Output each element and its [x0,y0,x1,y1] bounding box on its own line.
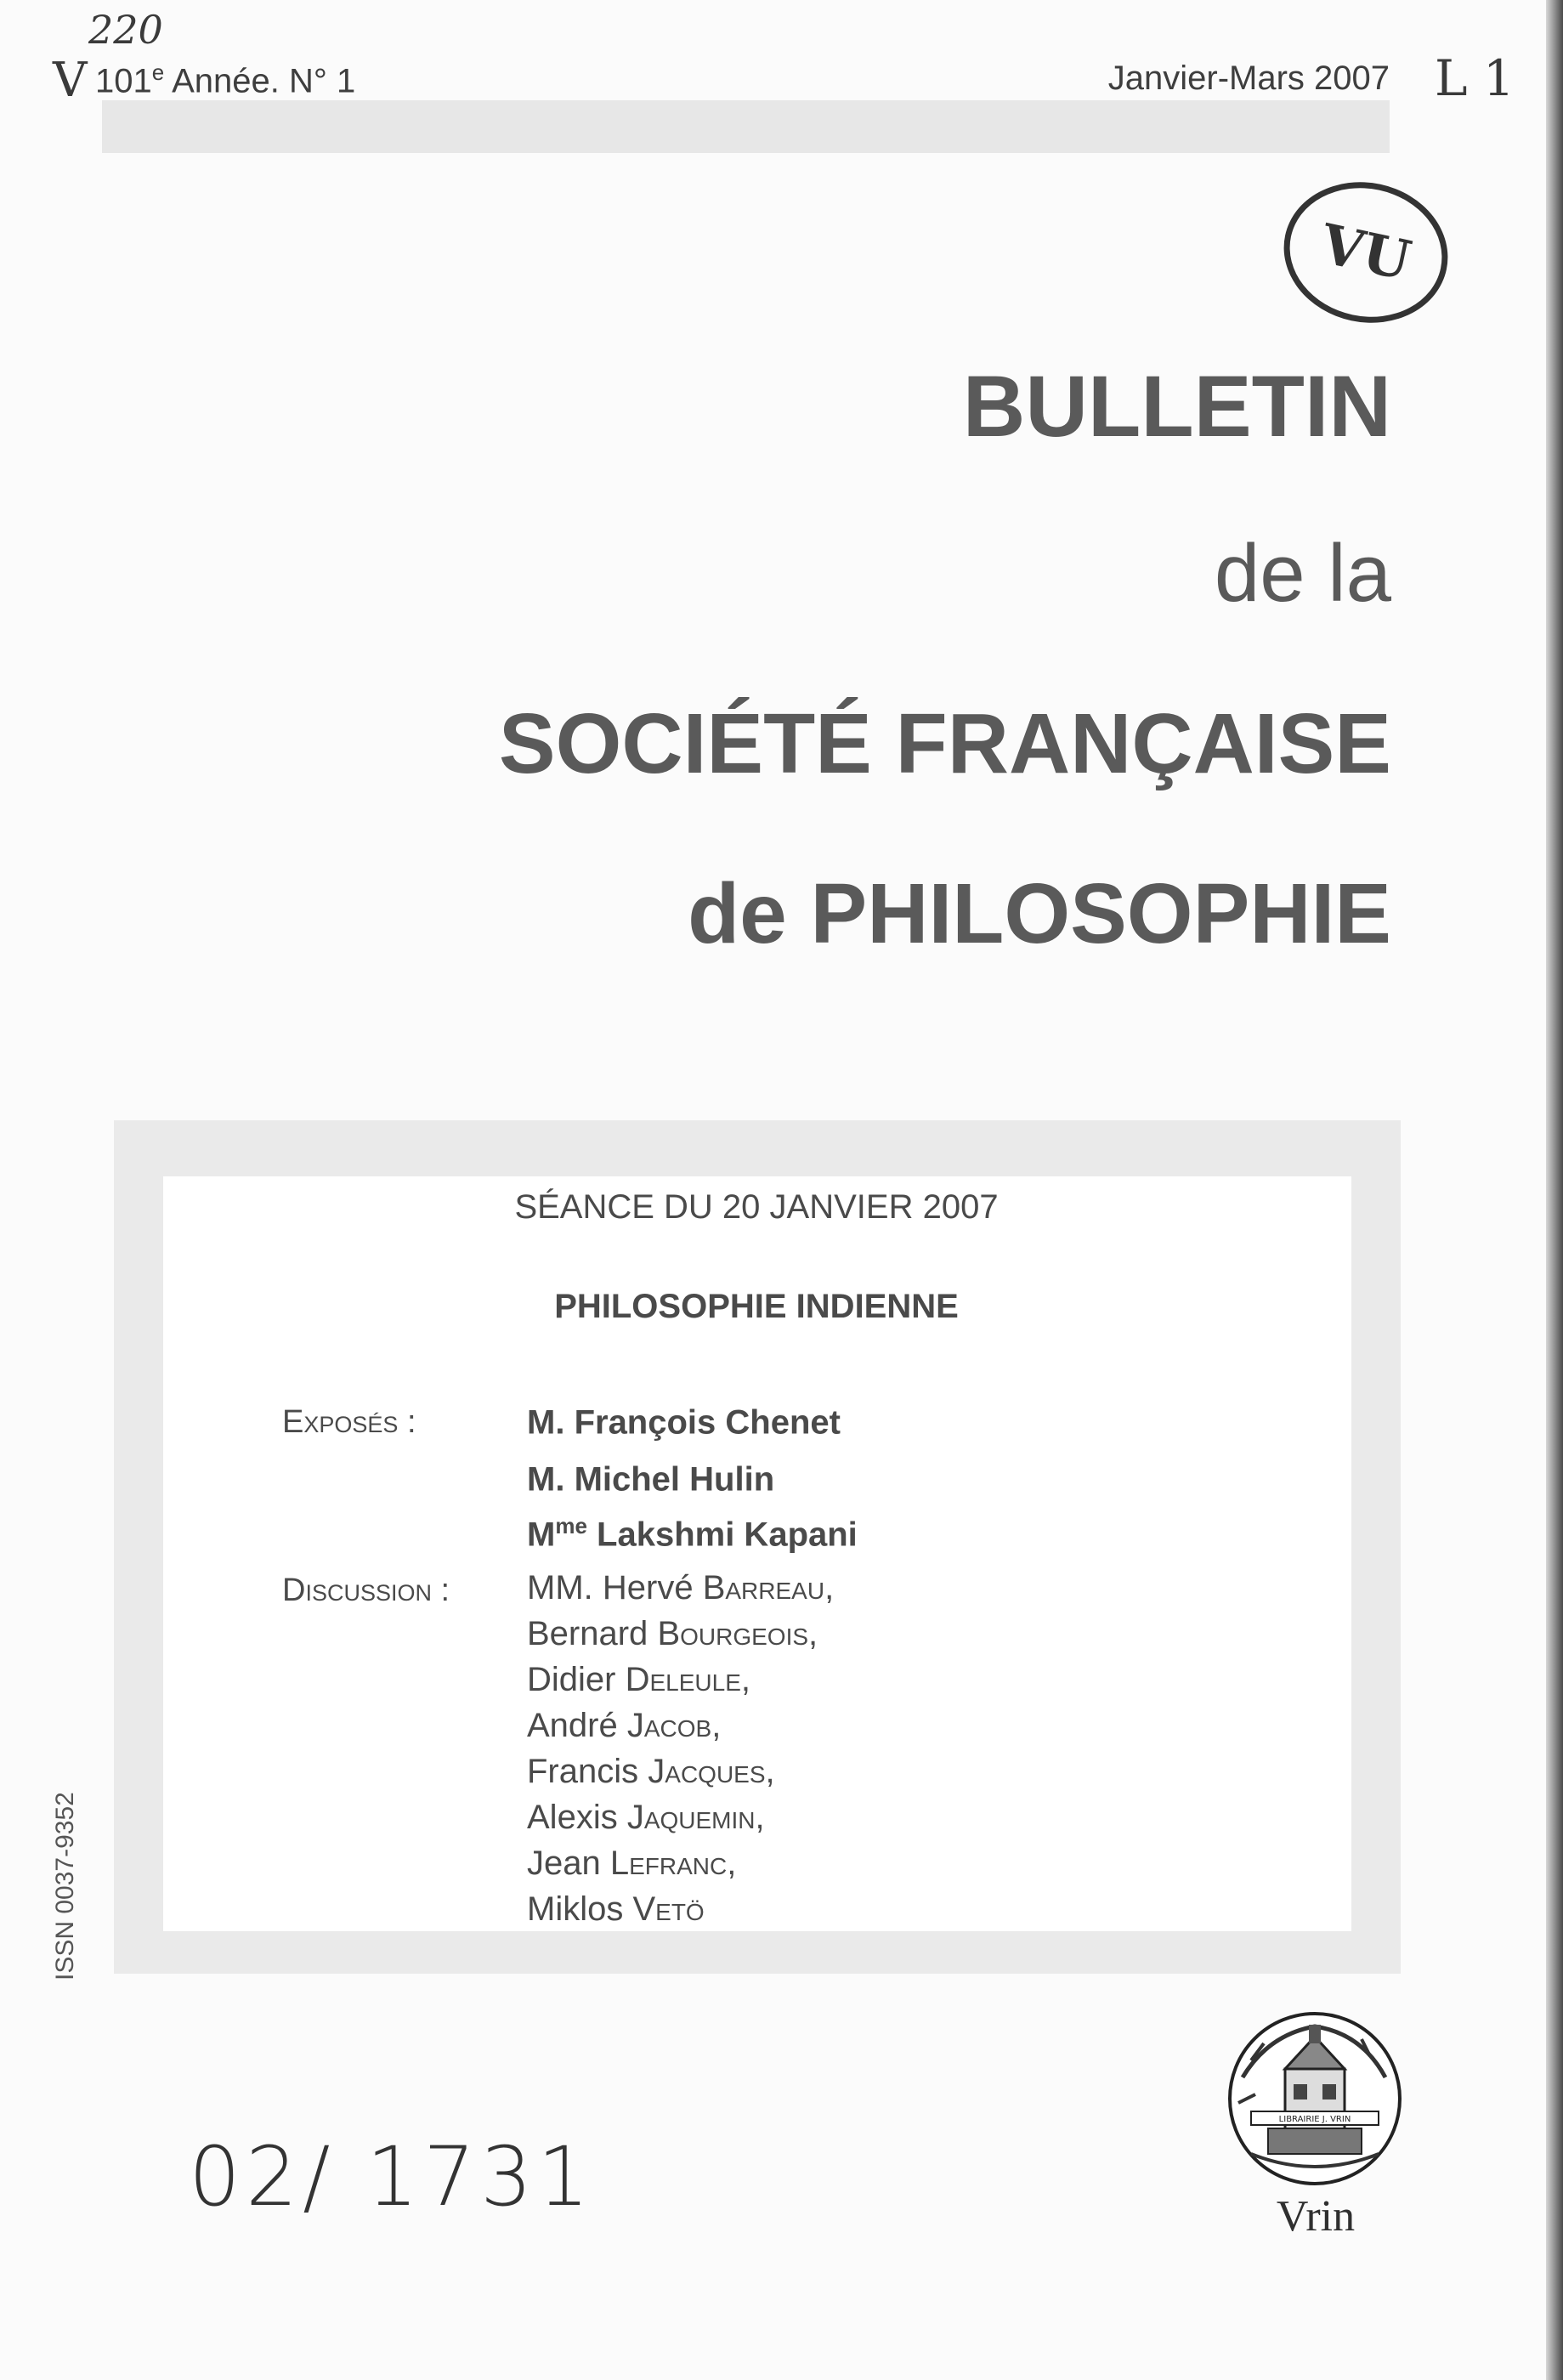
participant: MM. Hervé Barreau, [527,1569,835,1606]
handwritten-mark: L 1 [1435,49,1515,107]
title-line-3: SOCIÉTÉ FRANÇAISE [498,696,1391,791]
handwritten-number: 220 [88,7,163,53]
participant: Didier Deleule, [527,1661,751,1698]
title-line-2: de la [1214,528,1391,619]
handwritten-check: V [53,53,88,108]
vrin-logo-icon [1226,2009,1404,2191]
title-line-1: BULLETIN [962,358,1391,455]
issue-rest: Année. N° 1 [164,62,356,100]
participant: Miklos Vetö [527,1890,705,1928]
header-band [102,100,1390,153]
speaker: M. Michel Hulin [527,1460,775,1499]
participant: André Jacob, [527,1707,722,1744]
page-edge-shadow [1546,0,1563,2380]
exposes-label: Exposés : [282,1404,416,1440]
issue-number: 101 [95,62,152,100]
speaker: M. François Chenet [527,1403,841,1442]
session-date: SÉANCE DU 20 JANVIER 2007 [514,1188,999,1226]
issn-label: ISSN 0037-9352 [51,1792,79,1980]
participant: Alexis Jaquemin, [527,1799,765,1836]
discussion-label: Discussion : [282,1572,450,1608]
participant: Bernard Bourgeois, [527,1615,818,1652]
publisher-name: Vrin [1276,2192,1356,2241]
issue-date: Janvier-Mars 2007 [1107,60,1390,97]
vu-stamp-text: VU [1315,212,1417,293]
participant: Francis Jacques, [527,1753,775,1790]
vu-stamp [1271,167,1461,338]
title-line-4: de PHILOSOPHIE [688,866,1391,961]
issue-label [95,60,355,100]
session-theme: PHILOSOPHIE INDIENNE [554,1288,959,1325]
handwritten-catalog-number: 02/ 1731 [189,2129,595,2224]
logo-text: LIBRAIRIE J. VRIN [1278,2115,1351,2124]
issue-suffix: e [151,60,165,85]
participant: Jean Lefranc, [527,1844,737,1882]
speaker: $M^{me}$ Lakshmi Kapani [527,1513,858,1554]
